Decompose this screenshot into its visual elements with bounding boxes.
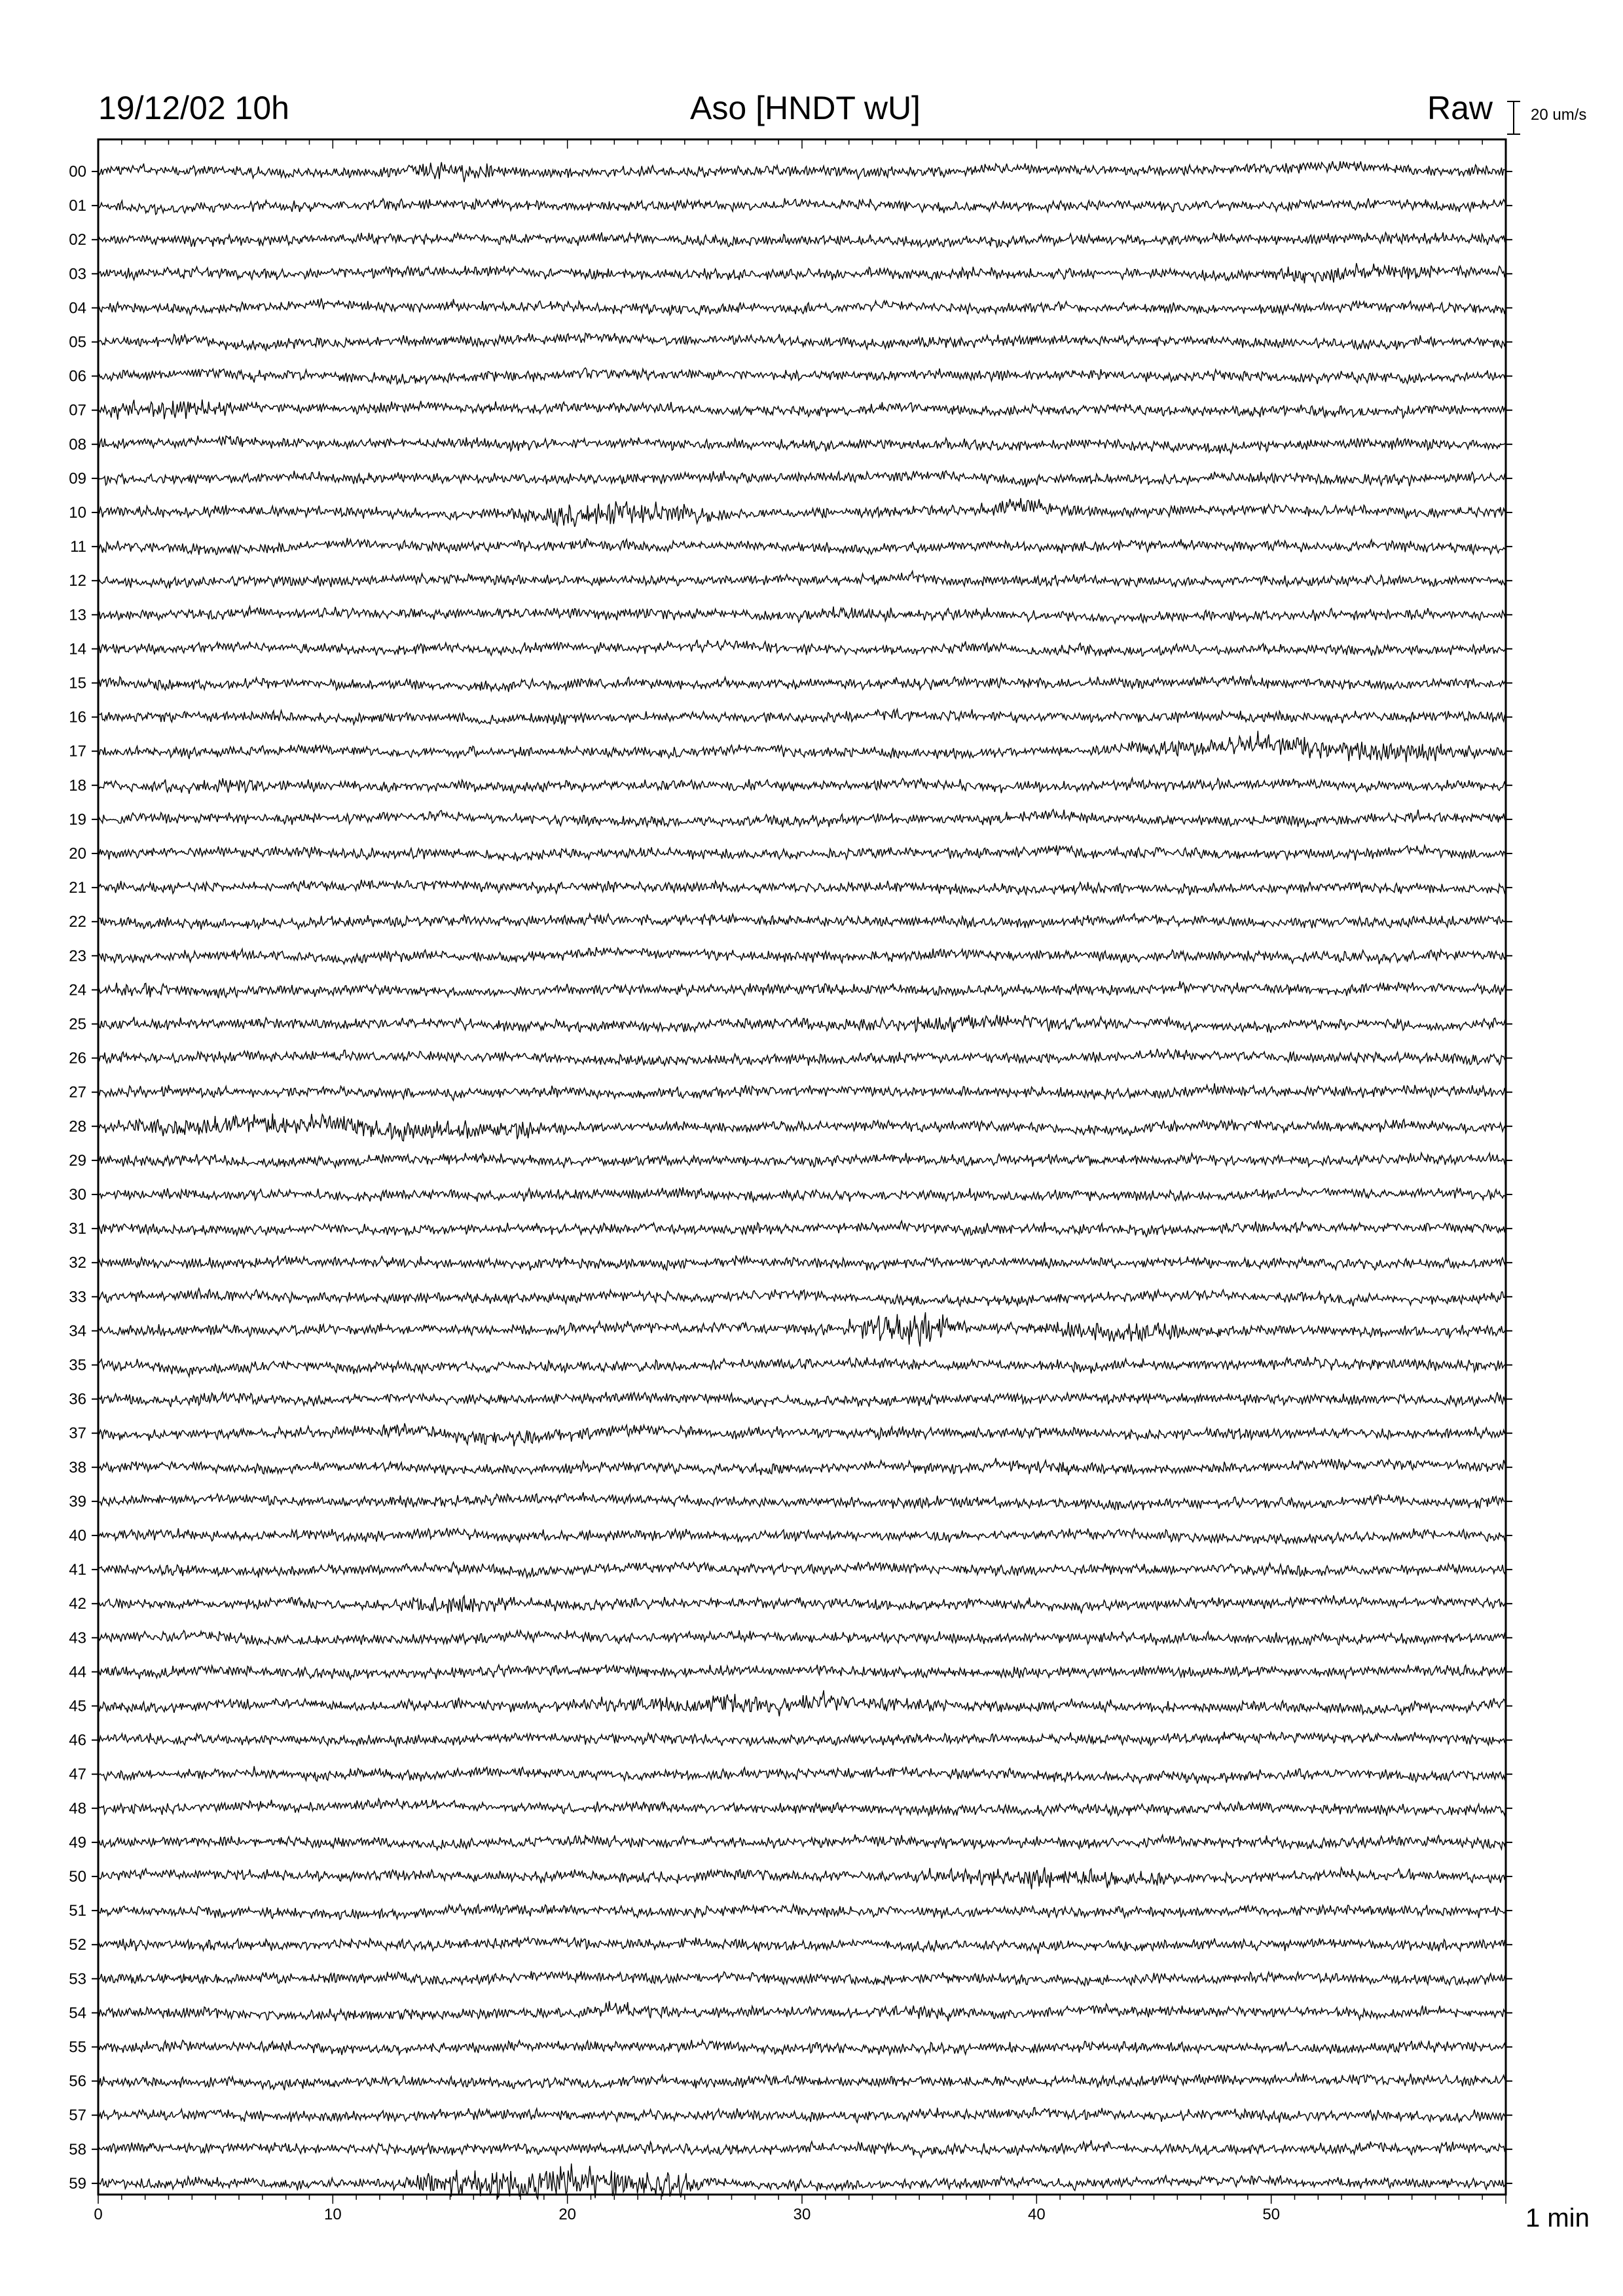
trace-row-05	[98, 333, 1506, 351]
trace-row-36	[98, 1392, 1506, 1407]
row-label-29: 29	[69, 1151, 86, 1170]
trace-row-46	[98, 1732, 1506, 1746]
row-label-16: 16	[69, 708, 86, 726]
row-label-45: 45	[69, 1697, 86, 1715]
trace-row-19	[98, 810, 1506, 827]
trace-row-00	[98, 161, 1506, 182]
trace-row-50	[98, 1867, 1506, 1890]
trace-row-51	[98, 1904, 1506, 1920]
row-label-05: 05	[69, 333, 86, 351]
x-axis-unit-label: 1 min	[1525, 2204, 1590, 2233]
trace-row-47	[98, 1767, 1506, 1784]
trace-row-16	[98, 709, 1506, 725]
trace-row-53	[98, 1971, 1506, 1986]
trace-row-33	[98, 1289, 1506, 1306]
trace-row-48	[98, 1799, 1506, 1816]
row-label-41: 41	[69, 1561, 86, 1579]
row-label-13: 13	[69, 606, 86, 624]
trace-row-17	[98, 731, 1506, 762]
row-label-09: 09	[69, 469, 86, 488]
x-tick-label-30: 30	[793, 2206, 811, 2223]
row-label-21: 21	[69, 879, 86, 897]
trace-row-29	[98, 1153, 1506, 1168]
datetime-label: 19/12/02 10h	[98, 90, 289, 126]
x-tick-label-10: 10	[323, 2206, 342, 2223]
x-tick-label-40: 40	[1027, 2206, 1046, 2223]
trace-row-13	[98, 607, 1506, 624]
trace-row-37	[98, 1424, 1506, 1446]
row-label-30: 30	[69, 1186, 86, 1204]
trace-row-15	[98, 676, 1506, 692]
row-label-33: 33	[69, 1288, 86, 1306]
trace-row-27	[98, 1083, 1506, 1100]
trace-row-07	[98, 400, 1506, 420]
trace-row-42	[98, 1596, 1506, 1613]
station-title: Aso [HNDT wU]	[690, 90, 921, 126]
plot-frame	[98, 139, 1506, 2195]
trace-row-39	[98, 1492, 1506, 1510]
row-label-12: 12	[69, 572, 86, 590]
row-label-39: 39	[69, 1492, 86, 1511]
mode-label: Raw	[1427, 90, 1493, 126]
row-label-10: 10	[69, 504, 86, 522]
trace-row-06	[98, 368, 1506, 384]
amplitude-scale-bar	[1507, 101, 1520, 134]
row-label-25: 25	[69, 1015, 86, 1033]
row-label-17: 17	[69, 742, 86, 761]
x-tick-label-50: 50	[1262, 2206, 1281, 2223]
row-label-51: 51	[69, 1902, 86, 1920]
row-label-27: 27	[69, 1083, 86, 1102]
row-label-14: 14	[69, 640, 86, 658]
row-label-40: 40	[69, 1527, 86, 1545]
row-label-58: 58	[69, 2140, 86, 2159]
row-label-57: 57	[69, 2106, 86, 2125]
trace-row-40	[98, 1528, 1506, 1545]
x-tick-label-20: 20	[558, 2206, 577, 2223]
row-label-22: 22	[69, 913, 86, 931]
row-label-28: 28	[69, 1117, 86, 1136]
trace-row-12	[98, 571, 1506, 588]
amplitude-scale-label: 20 um/s	[1531, 106, 1587, 124]
trace-layer	[98, 161, 1506, 2198]
row-label-18: 18	[69, 776, 86, 795]
trace-row-49	[98, 1835, 1506, 1850]
row-label-00: 00	[69, 163, 86, 181]
trace-row-20	[98, 846, 1506, 861]
row-label-34: 34	[69, 1322, 86, 1340]
x-tick-label-0: 0	[94, 2206, 103, 2223]
row-label-24: 24	[69, 981, 86, 999]
trace-row-34	[98, 1312, 1506, 1346]
trace-row-44	[98, 1664, 1506, 1679]
row-label-31: 31	[69, 1220, 86, 1238]
trace-row-52	[98, 1937, 1506, 1954]
trace-row-58	[98, 2140, 1506, 2157]
row-labels	[69, 163, 86, 2193]
trace-row-54	[98, 2001, 1506, 2022]
trace-row-41	[98, 1562, 1506, 1578]
trace-row-21	[98, 880, 1506, 895]
trace-row-03	[98, 263, 1506, 283]
row-label-53: 53	[69, 1970, 86, 1988]
row-label-43: 43	[69, 1629, 86, 1647]
row-label-48: 48	[69, 1799, 86, 1818]
trace-row-24	[98, 981, 1506, 998]
trace-row-57	[98, 2108, 1506, 2123]
row-label-38: 38	[69, 1458, 86, 1477]
trace-row-31	[98, 1221, 1506, 1236]
row-label-49: 49	[69, 1833, 86, 1852]
trace-row-38	[98, 1458, 1506, 1475]
trace-row-55	[98, 2040, 1506, 2055]
row-label-37: 37	[69, 1424, 86, 1443]
trace-row-35	[98, 1357, 1506, 1376]
row-label-04: 04	[69, 299, 86, 317]
row-label-32: 32	[69, 1254, 86, 1272]
row-label-59: 59	[69, 2174, 86, 2193]
row-label-47: 47	[69, 1765, 86, 1784]
row-label-35: 35	[69, 1356, 86, 1374]
row-label-06: 06	[69, 367, 86, 386]
trace-row-45	[98, 1691, 1506, 1717]
row-label-55: 55	[69, 2038, 86, 2056]
trace-row-10	[98, 498, 1506, 527]
trace-row-09	[98, 471, 1506, 487]
row-label-54: 54	[69, 2004, 86, 2022]
trace-row-26	[98, 1049, 1506, 1066]
row-label-01: 01	[69, 197, 86, 215]
row-label-44: 44	[69, 1663, 86, 1681]
trace-row-43	[98, 1630, 1506, 1646]
trace-row-30	[98, 1187, 1506, 1202]
trace-row-14	[98, 639, 1506, 656]
row-label-11: 11	[70, 538, 86, 556]
row-label-02: 02	[69, 231, 86, 249]
row-label-36: 36	[69, 1390, 86, 1408]
trace-row-01	[98, 198, 1506, 215]
row-label-52: 52	[69, 1936, 86, 1954]
trace-row-18	[98, 778, 1506, 794]
trace-row-56	[98, 2073, 1506, 2090]
trace-row-23	[98, 947, 1506, 964]
row-label-50: 50	[69, 1868, 86, 1886]
row-label-23: 23	[69, 947, 86, 965]
row-label-42: 42	[69, 1595, 86, 1613]
row-label-08: 08	[69, 435, 86, 454]
trace-row-22	[98, 914, 1506, 929]
row-label-56: 56	[69, 2072, 86, 2090]
row-label-15: 15	[69, 674, 86, 692]
trace-row-25	[98, 1015, 1506, 1033]
trace-row-32	[98, 1255, 1506, 1270]
trace-row-28	[98, 1113, 1506, 1141]
row-label-26: 26	[69, 1049, 86, 1067]
trace-row-04	[98, 298, 1506, 315]
row-label-03: 03	[69, 265, 86, 283]
row-label-19: 19	[69, 810, 86, 829]
row-label-20: 20	[69, 845, 86, 863]
trace-row-02	[98, 232, 1506, 247]
row-label-46: 46	[69, 1731, 86, 1749]
trace-row-08	[98, 436, 1506, 454]
row-label-07: 07	[69, 401, 86, 420]
trace-row-11	[98, 538, 1506, 555]
